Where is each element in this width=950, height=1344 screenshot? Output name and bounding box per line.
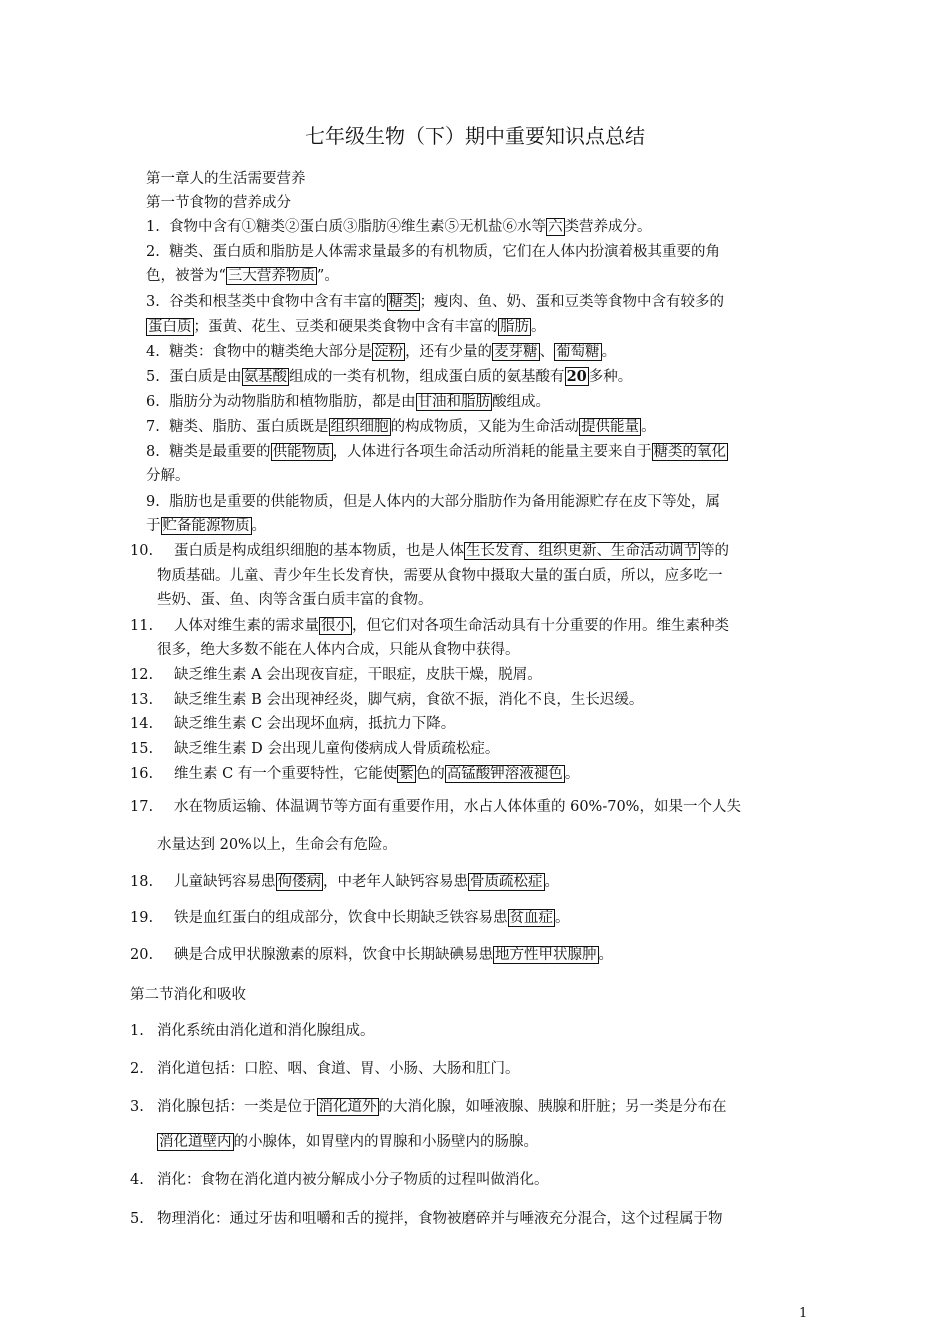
list-item: 20. 碘是合成甲状腺激素的原料，饮食中长期缺碘易患 地方性甲状腺肿 。 xyxy=(130,947,613,963)
list-item-cont: 色，被誉为“ 三大营养物质 ”。 xyxy=(146,268,339,284)
list-item: 12. 缺乏维生素 A 会出现夜盲症，干眼症，皮肤干燥，脱屑。 xyxy=(130,667,542,683)
list-item: 16. 维生素 C 有一个重要特性，它能使 紫 色的 高锰酸钾溶液褪色 。 xyxy=(130,766,580,782)
list-item: 2. 消化道包括：口腔、咽、食道、胃、小肠、大肠和肛门。 xyxy=(130,1061,520,1077)
boxed-term: 很小 xyxy=(321,618,350,634)
list-item: 3. 消化腺包括：一类是位于 消化道外 的大消化腺，如唾液腺、胰腺和肝脏；另一类是分布在 xyxy=(130,1099,727,1115)
boxed-term: 骨质疏松症 xyxy=(470,874,543,890)
list-item: 14. 缺乏维生素 C 会出现坏血病，抵抗力下降。 xyxy=(130,716,456,732)
list-item-cont: 于 贮备能源物质 。 xyxy=(146,518,266,534)
boxed-term: 糖类 xyxy=(388,294,418,310)
boxed-term: 麦芽糖 xyxy=(494,344,538,360)
boxed-term: 淀粉 xyxy=(374,344,404,360)
list-item: 13. 缺乏维生素 B 会出现神经炎，脚气病，食欲不振，消化不良，生长迟缓。 xyxy=(130,692,644,708)
boxed-term: 甘油和脂肪 xyxy=(417,394,491,410)
list-item: 8. 糖类是最重要的 供能物质 ，人体进行各项生命活动所消耗的能量主要来自于 糖类的氧化 xyxy=(146,444,727,460)
list-item: 6. 脂肪分为动物脂肪和植物脂肪，都是由 甘油和脂肪 酸组成。 xyxy=(146,394,551,410)
boxed-term: 消化道外 xyxy=(318,1099,377,1115)
list-item-cont: 分解。 xyxy=(146,468,190,484)
section-heading: 第一节食物的营养成分 xyxy=(146,195,291,211)
boxed-term: 高锰酸钾溶液褪色 xyxy=(446,766,563,782)
list-item: 10. 蛋白质是构成组织细胞的基本物质，也是人体 生长发育、组织更新、生命活动调节 等的 xyxy=(130,543,729,559)
list-item: 7. 糖类、脂肪、蛋白质既是 组织细胞 的构成物质，又能为生命活动 提供能量 。 xyxy=(146,419,656,435)
list-item-cont: 很多，绝大多数不能在人体内合成，只能从食物中获得。 xyxy=(157,642,520,658)
list-item-cont: 些奶、蛋、鱼、肉等含蛋白质丰富的食物。 xyxy=(157,592,433,608)
list-item: 11. 人体对维生素的需求量 很小 ，但它们对各项生命活动具有十分重要的作用。维生素种类 xyxy=(130,618,729,634)
boxed-term: 地方性甲状腺肿 xyxy=(495,947,597,963)
boxed-term: 贫血症 xyxy=(509,910,553,926)
boxed-term: 六 xyxy=(548,219,563,235)
list-item: 2. 糖类、蛋白质和脂肪是人体需求量最多的有机物质，它们在人体内扮演着极其重要的角 xyxy=(146,244,721,260)
page-number: 1 xyxy=(799,1306,808,1321)
boxed-term: 紫 xyxy=(399,766,414,782)
boxed-term: 三大营养物质 xyxy=(227,268,315,284)
boxed-term: 生长发育、组织更新、生命活动调节 xyxy=(466,543,698,559)
boxed-term: 氨基酸 xyxy=(243,369,288,385)
page-title: 七年级生物（下）期中重要知识点总结 xyxy=(305,124,645,148)
list-item: 5. 蛋白质是由 氨基酸 组成的一类有机物，组成蛋白质的氨基酸有 20 多种。 xyxy=(146,368,633,385)
list-item: 1. 消化系统由消化道和消化腺组成。 xyxy=(130,1023,375,1039)
list-item: 1. 食物中含有①糖类②蛋白质③脂肪④维生素⑤无机盐⑥水等 六 类营养成分。 xyxy=(146,219,652,235)
list-item: 19. 铁是血红蛋白的组成部分，饮食中长期缺乏铁容易患 贫血症 。 xyxy=(130,910,570,926)
list-item-cont: 消化道壁内 的小腺体，如胃壁内的胃腺和小肠壁内的肠腺。 xyxy=(159,1134,538,1150)
list-item-cont: 物质基础。儿童、青少年生长发育快，需要从食物中摄取大量的蛋白质，所以，应多吃一 xyxy=(157,568,723,584)
boxed-term: 提供能量 xyxy=(581,419,640,435)
boxed-term: 贮备能源物质 xyxy=(162,518,250,534)
boxed-term: 葡萄糖 xyxy=(556,344,600,360)
boxed-term: 供能物质 xyxy=(272,444,331,460)
list-item-cont: 蛋白质 ；蛋黄、花生、豆类和硬果类食物中含有丰富的 脂肪 。 xyxy=(148,319,546,335)
list-item: 17. 水在物质运输、体温调节等方面有重要作用，水占人体体重的 60%-70%，如果一个人失 xyxy=(130,799,741,815)
list-item-cont: 水量达到 20%以上，生命会有危险。 xyxy=(157,837,397,853)
list-item: 4. 消化：食物在消化道内被分解成小分子物质的过程叫做消化。 xyxy=(130,1172,549,1188)
section-heading: 第二节消化和吸收 xyxy=(130,987,246,1003)
list-item: 9. 脂肪也是重要的供能物质，但是人体内的大部分脂肪作为备用能源贮存在皮下等处，属 xyxy=(146,494,721,510)
list-item: 3. 谷类和根茎类中食物中含有丰富的 糖类 ；瘦肉、鱼、奶、蛋和豆类等食物中含有较多的 xyxy=(146,294,725,310)
boxed-term: 消化道壁内 xyxy=(159,1134,232,1150)
list-item: 5. 物理消化：通过牙齿和咀嚼和舌的搅拌，食物被磨碎并与唾液充分混合，这个过程属于物 xyxy=(130,1211,723,1227)
boxed-term: 蛋白质 xyxy=(148,319,192,335)
boxed-term: 组织细胞 xyxy=(330,419,389,435)
chapter-heading: 第一章人的生活需要营养 xyxy=(146,171,306,187)
boxed-term: 脂肪 xyxy=(500,319,529,335)
list-item: 4. 糖类：食物中的糖类绝大部分是 淀粉 ，还有少量的 麦芽糖 、 葡萄糖 。 xyxy=(146,344,617,360)
list-item: 15. 缺乏维生素 D 会出现儿童佝偻病成人骨质疏松症。 xyxy=(130,741,500,757)
list-item: 18. 儿童缺钙容易患 佝偻病 ，中老年人缺钙容易患 骨质疏松症 。 xyxy=(130,874,559,890)
boxed-term: 糖类的氧化 xyxy=(653,444,727,460)
boxed-term: 佝偻病 xyxy=(277,874,321,890)
boxed-term: 20 xyxy=(566,368,587,385)
